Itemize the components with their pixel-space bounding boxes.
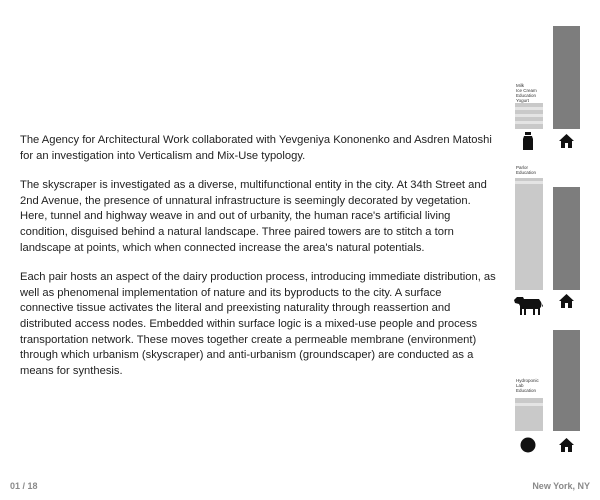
tower-light-pair-1 [515,103,543,129]
paragraph-program: Each pair hosts an aspect of the dairy production process, introducing immediate distribution, as well as phenomenal implementation of nature and its byproducts to the city. A surface connective tissue activates the literal and preexisting naturality through reassertion and distributed access nodes. Embedded within surface logic is a mixed-use people and process transportation network. These moves together create a permeable membrane (environment) through which urbanism (skyscraper) and anti-urbanism (groundscaper) are conducted as a means for synthesis. [20,271,496,377]
tower-stripe [515,121,543,124]
tower-dark-pair-2 [553,187,580,290]
tower-stripe [515,181,543,184]
page-number: 01 / 18 [10,481,38,491]
program-label-pair-1: Milk Ice Cream Education Yogurt [516,83,537,103]
program-label-pair-3: Hydroponic Lab Education [516,378,539,393]
tower-stripe [515,107,543,110]
tower-dark-pair-3 [553,330,580,431]
milk-bottle-icon [521,132,535,150]
house-icon [559,294,574,308]
program-label-pair-2: Parlor Education [516,165,537,175]
tower-stripe [515,403,543,406]
paragraph-site: The skyscraper is investigated as a diverse, multifunctional entity in the city. At 34th Street and 2nd Avenue, the presence of unnatural infrastructure is seemingly decorated by vegetation. Here, tunnel and highway weave in and out of urbanity, the human race's artificial living condition, disguised behind a natural landscape. Three paired towers are to stitch a torn landscape at points, which when connected increase the area's natural potentials. [20,179,487,254]
paragraph-intro: The Agency for Architectural Work collaborated with Yevgeniya Kononenko and Asdren Matoshi for an investigation into Verticalism and Mix-Use typology. [20,134,492,162]
tower-light-pair-2 [515,178,543,290]
hay-bale-icon [520,437,536,453]
description-text [20,133,498,393]
cow-icon [514,294,544,316]
house-icon [559,438,574,452]
location-label: New York, NY [532,481,590,491]
tower-stripe [515,114,543,117]
tower-dark-pair-1 [553,26,580,129]
house-icon [559,134,574,148]
tower-light-pair-3 [515,398,543,431]
